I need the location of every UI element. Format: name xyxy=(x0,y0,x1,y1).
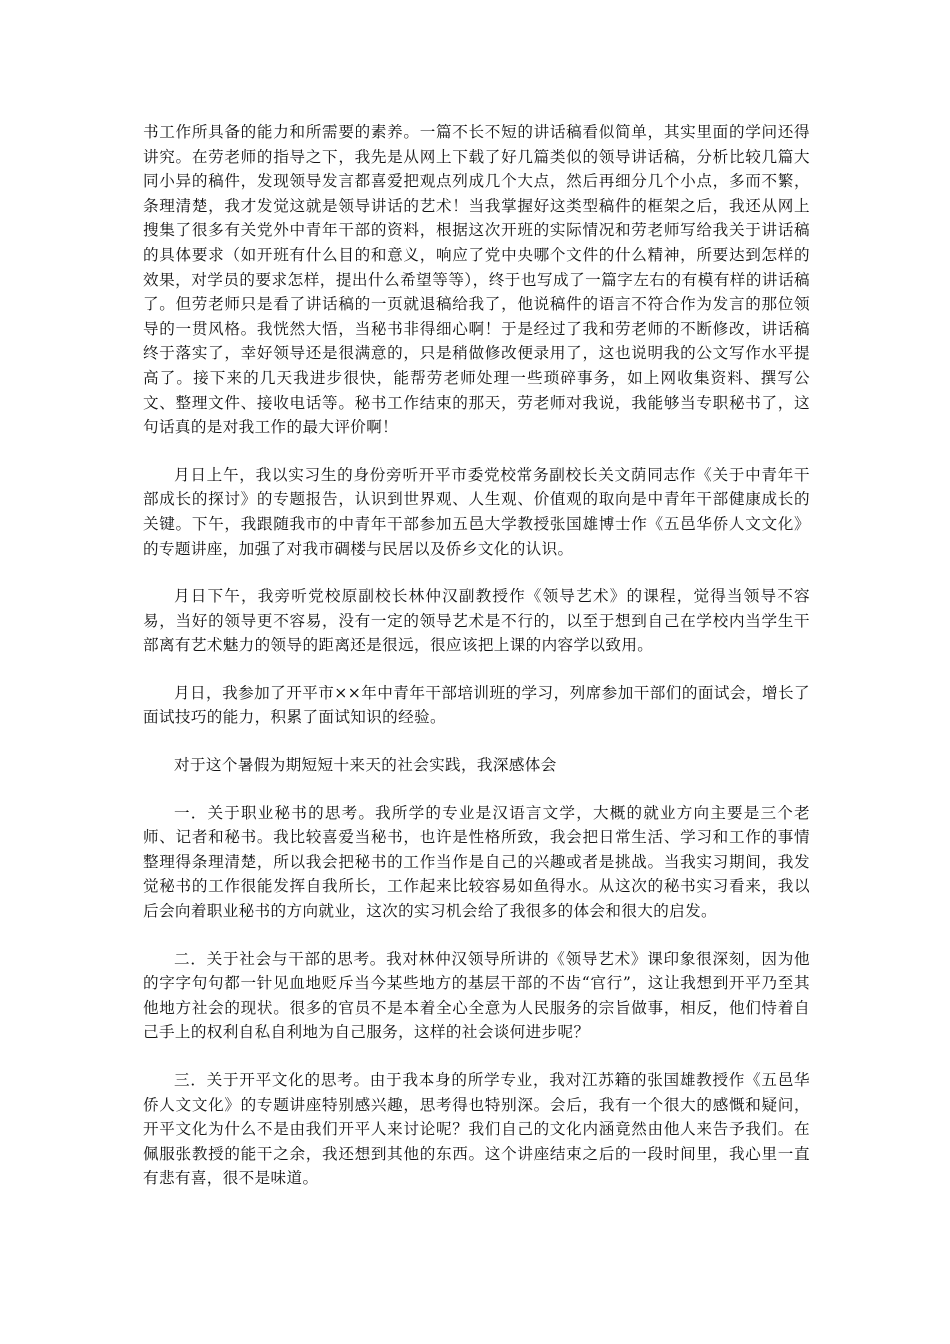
document-body xyxy=(143,120,810,1191)
paragraph-2: 月日上午，我以实习生的身份旁听开平市委党校常务副校长关文荫同志作《关于中青年干部成长的探讨》的专题报告，认识到世界观、人生观、价值观的取向是中青年干部健康成长的关键。下午，我跟随我市的中青年干部参加五邑大学教授张国雄博士作《五邑华侨人文文化》的专题讲座，加强了对我市碉楼与民居以及侨乡文化的认识。 xyxy=(143,465,810,558)
paragraph-4: 月日，我参加了开平市××年中青年干部培训班的学习，列席参加干部们的面试会，增长了面试技巧的能力，积累了面试知识的经验。 xyxy=(143,683,810,727)
paragraph-gap xyxy=(143,561,810,584)
paragraph-6: 一．关于职业秘书的思考。我所学的专业是汉语言文学，大概的就业方向主要是三个老师、记者和秘书。我比较喜爱当秘书，也许是性格所致，我会把日常生活、学习和工作的事情整理得条理清楚，所以我会把秘书的工作当作是自己的兴趣或者是挑战。当我实习期间，我发觉秘书的工作很能发挥自我所长，工作起来比较容易如鱼得水。从这次的秘书实习看来，我以后会向着职业秘书的方向就业，这次的实习机会给了我很多的体会和很大的启发。 xyxy=(143,803,810,921)
paragraph-5: 对于这个暑假为期短短十来天的社会实践，我深感体会 xyxy=(174,756,557,775)
paragraph-gap xyxy=(143,778,810,801)
paragraph-7: 二．关于社会与干部的思考。我对林仲汉领导所讲的《领导艺术》课印象很深刻，因为他的字字句句都一针见血地贬斥当今某些地方的基层干部的不齿“官行”，这让我想到开平乃至其他地方社会的现状。很多的官员不是本着全心全意为人民服务的宗旨做事，相反，他们恃着自己手上的权利自私自利地为自己服务，这样的社会谈何进步呢？ xyxy=(143,949,810,1042)
paragraph-gap xyxy=(143,440,810,463)
paragraph-gap xyxy=(143,1045,810,1068)
paragraph-1: 书工作所具备的能力和所需要的素养。一篇不长不短的讲话稿看似简单，其实里面的学问还得讲究。在劳老师的指导之下，我先是从网上下载了好几篇类似的领导讲话稿，分析比较几篇大同小异的稿件，发现领导发言都喜爱把观点列成几个大点，然后再细分几个小点，多而不繁，条理清楚，我才发觉这就是领导讲话的艺术！当我掌握好这类型稿件的框架之后，我还从网上搜集了很多有关党外中青年干部的资料，根据这次开班的实际情况和劳老师写给我关于讲话稿的具体要求（如开班有什么目的和意义，响应了党中央哪个文件的什么精神，所要达到怎样的效果，对学员的要求怎样，提出什么希望等等），终于也写成了一篇字左右的有模有样的讲话稿了。但劳老师只是看了讲话稿的一页就退稿给我了，他说稿件的语言不符合作为发言的那位领导的一贯风格。我恍然大悟，当秘书非得细心啊！于是经过了我和劳老师的不断修改，讲话稿终于落实了，幸好领导还是很满意的，只是稍做修改便录用了，这也说明我的公文写作水平提高了。接下来的几天我进步很快，能帮劳老师处理一些琐碎事务，如上网收集资料、撰写公文、整理文件、接收电话等。秘书工作结束的那天，劳老师对我说，我能够当专职秘书了，这句话真的是对我工作的最大评价啊！ xyxy=(143,123,810,437)
paragraph-3: 月日下午，我旁听党校原副校长林仲汉副教授作《领导艺术》的课程，觉得当领导不容易，当好的领导更不容易，没有一定的领导艺术是不行的，以至于想到自己在学校内当学生干部离有艺术魅力的领导的距离还是很远，很应该把上课的内容学以致用。 xyxy=(143,587,810,655)
paragraph-gap xyxy=(143,658,810,681)
paragraph-8: 三．关于开平文化的思考。由于我本身的所学专业，我对江苏籍的张国雄教授作《五邑华侨人文文化》的专题讲座特别感兴趣，思考得也特别深。会后，我有一个很大的感慨和疑问，开平文化为什么不是由我们开平人来讨论呢？我们自己的文化内涵竟然由他人来告予我们。在佩服张教授的能干之余，我还想到其他的东西。这个讲座结束之后的一段时间里，我心里一直有悲有喜，很不是味道。 xyxy=(143,1071,810,1188)
paragraph-gap xyxy=(143,730,810,753)
paragraph-gap xyxy=(143,924,810,947)
